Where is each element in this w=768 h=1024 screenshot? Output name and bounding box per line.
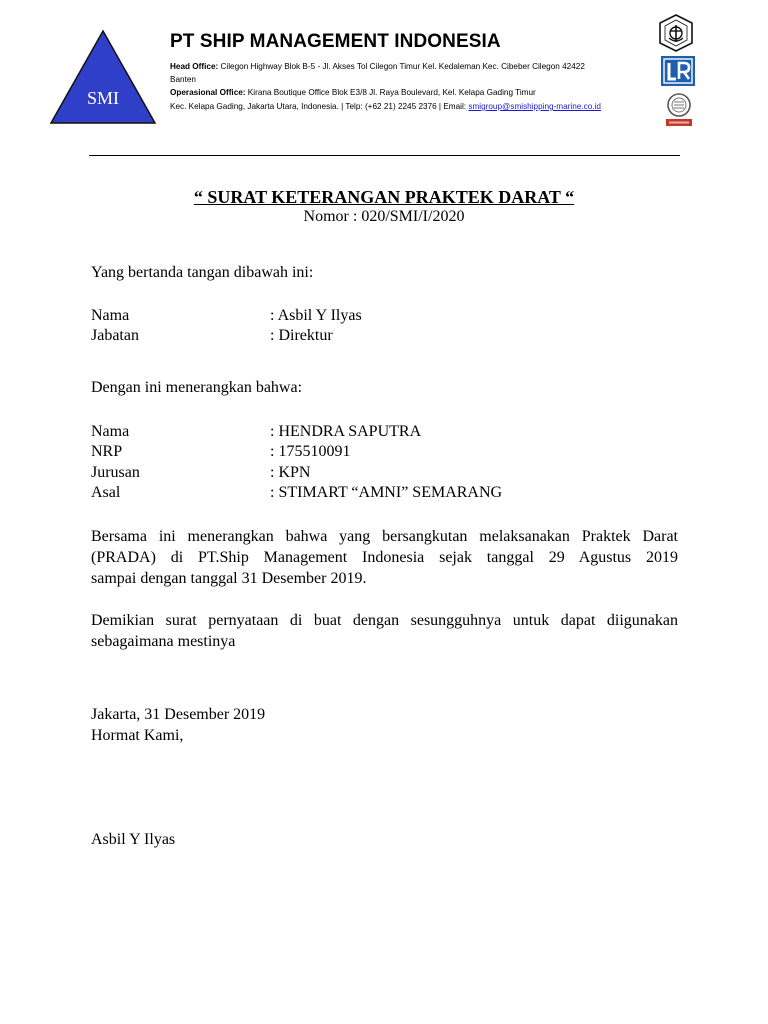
subject-name-label: Nama [91, 423, 130, 440]
closing-text: Hormat Kami, [91, 727, 184, 744]
head-office-line2: Banten [170, 75, 196, 84]
logo-text: SMI [86, 88, 120, 108]
body-paragraph-1-line1: Bersama ini menerangkan bahwa yang bersangkutan melaksanakan Praktek Darat [91, 528, 678, 545]
subject-name-value: : HENDRA SAPUTRA [270, 423, 422, 440]
body-paragraph-1-line3: sampai dengan tanggal 31 Desember 2019. [91, 570, 367, 587]
subject-major-value: : KPN [270, 464, 311, 481]
body-paragraph-2 [91, 610, 678, 652]
head-office-label: Head Office: [170, 62, 219, 71]
body-paragraph-1 [91, 526, 678, 589]
lloyds-register-icon [660, 55, 696, 87]
intro-text: Yang bertanda tangan dibawah ini: [91, 264, 314, 281]
head-office-address: Cilegon Highway Blok B-5 - Jl. Akses Tol Cilegon Timur Kel. Kedaleman Kec. Cibeber Cilegon 42422 [218, 62, 585, 71]
signer-name-value: : Asbil Y Ilyas [270, 307, 362, 324]
contact-info: Kec. Kelapa Gading, Jakarta Utara, Indonesia. | Telp: (+62 21) 2245 2376 | Email: [170, 102, 469, 111]
body-paragraph-1-line2: (PRADA) di PT.Ship Management Indonesia sejak tanggal 29 Agustus 2019 [91, 549, 678, 566]
subject-origin-value: : STIMART “AMNI” SEMARANG [270, 484, 503, 501]
classification-seal-icon [656, 13, 696, 53]
subject-nrp-value: : 175510091 [270, 443, 351, 460]
subject-major-label: Jurusan [91, 464, 140, 481]
statement-text: Dengan ini menerangkan bahwa: [91, 379, 303, 396]
signer-name-label: Nama [91, 307, 130, 324]
operational-office-line1 [170, 87, 536, 98]
subject-origin-label: Asal [91, 484, 121, 501]
signature-name: Asbil Y Ilyas [91, 831, 176, 848]
email-link[interactable]: smigroup@smishipping-marine.co.id [468, 102, 601, 111]
company-name: PT SHIP MANAGEMENT INDONESIA [170, 31, 501, 52]
body-paragraph-2-line1: Demikian surat pernyataan di buat dengan sesungguhnya untuk dapat diigunakan [91, 612, 678, 629]
body-paragraph-2-line2: sebagaimana mestinya [91, 633, 236, 650]
place-date: Jakarta, 31 Desember 2019 [91, 706, 266, 723]
letter-number: Nomor : 020/SMI/I/2020 [303, 208, 465, 225]
smi-logo [48, 28, 158, 126]
head-office-line1 [170, 61, 585, 72]
header-divider [89, 155, 680, 156]
operational-office-address: Kirana Boutique Office Blok E3/8 Jl. Raya Boulevard, Kel. Kelapa Gading Timur [245, 88, 536, 97]
operational-office-label: Operasional Office: [170, 88, 246, 97]
bureau-veritas-icon [662, 92, 696, 128]
signer-position-label: Jabatan [91, 327, 139, 344]
signer-position-value: : Direktur [270, 327, 333, 344]
letter-title: “ SURAT KETERANGAN PRAKTEK DARAT “ [193, 187, 575, 207]
subject-nrp-label: NRP [91, 443, 123, 460]
operational-office-line2 [170, 101, 601, 112]
